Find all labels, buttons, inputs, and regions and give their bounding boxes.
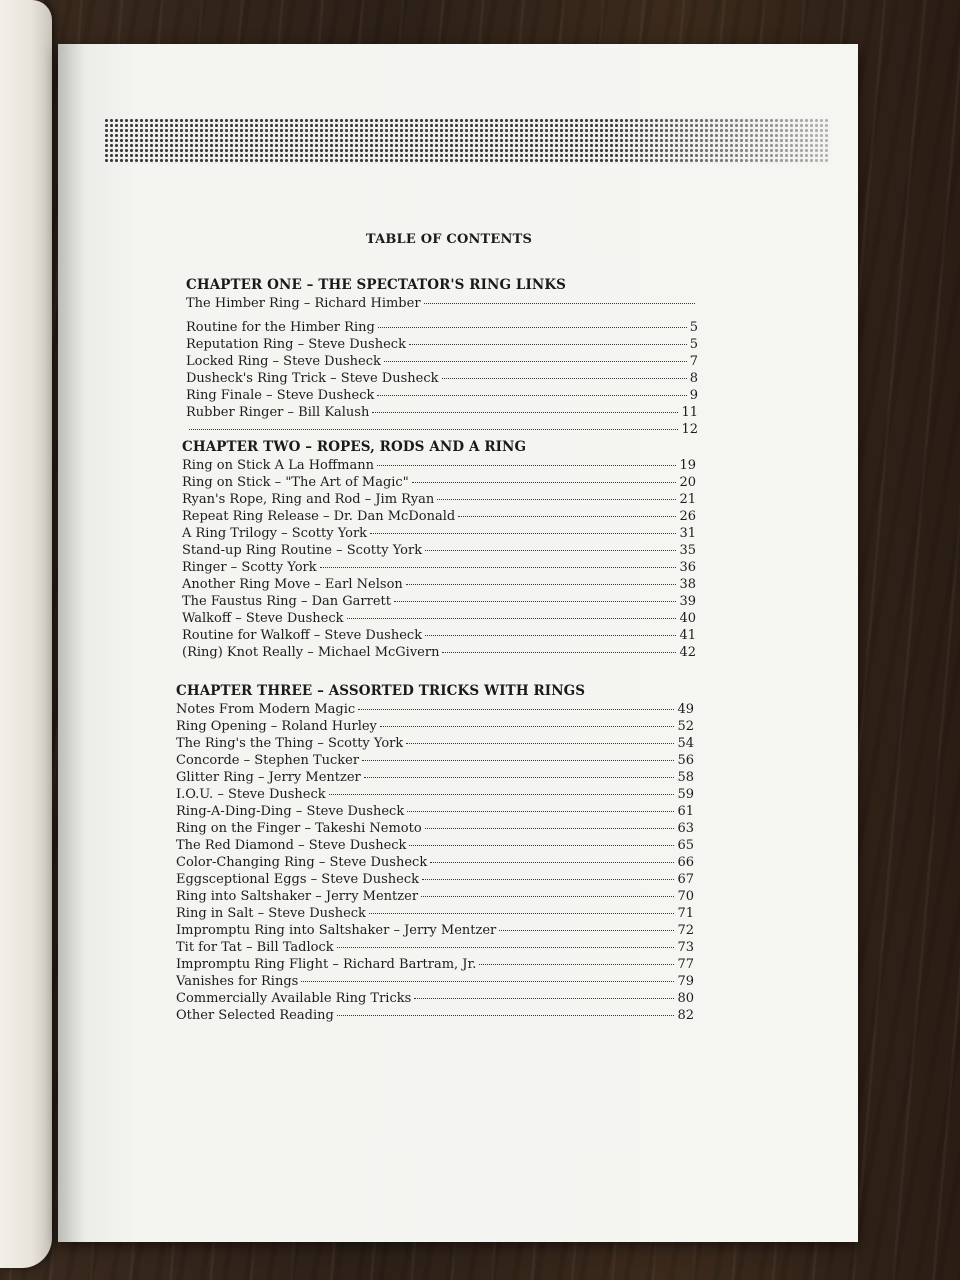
entry-page-number: 38 [679, 577, 696, 592]
entry-title: Stand-up Ring Routine – Scotty York [182, 543, 423, 558]
entry-page-number: 9 [689, 388, 698, 403]
dot-leader [458, 516, 676, 517]
dot-leader [424, 303, 695, 304]
entry-title: The Red Diamond – Steve Dusheck [176, 838, 407, 853]
entry-page-number: 8 [689, 371, 698, 386]
entry-title: Repeat Ring Release – Dr. Dan McDonald [182, 509, 456, 524]
entry-title: Rubber Ringer – Bill Kalush [186, 405, 370, 420]
entry-page-number: 80 [677, 991, 694, 1006]
dot-leader [499, 930, 674, 931]
dot-leader [372, 412, 678, 413]
dot-leader [422, 879, 674, 880]
dot-leader [364, 777, 675, 778]
dot-leader [362, 760, 674, 761]
entry-title: Notes From Modern Magic [176, 702, 356, 717]
toc-entry [182, 627, 696, 644]
entry-page-number: 49 [677, 702, 694, 717]
entry-title: Other Selected Reading [176, 1008, 334, 1023]
dot-leader [394, 601, 676, 602]
entry-title: Another Ring Move – Earl Nelson [182, 577, 403, 592]
entry-page-number: 58 [677, 770, 694, 785]
toc-entry [176, 871, 694, 888]
entry-page-number: 5 [689, 337, 698, 352]
dot-leader [430, 862, 674, 863]
entry-title: Eggsceptional Eggs – Steve Dusheck [176, 872, 419, 887]
entry-title: Concorde – Stephen Tucker [176, 753, 360, 768]
toc-entry [176, 905, 694, 922]
entry-page-number: 20 [679, 475, 696, 490]
entry-title: Reputation Ring – Steve Dusheck [186, 337, 406, 352]
dot-leader [479, 964, 674, 965]
toc-entry [182, 559, 696, 576]
entry-title: Ring on Stick A La Hoffmann [182, 458, 374, 473]
toc-entry [176, 888, 694, 905]
chapter-three-section [176, 681, 694, 1024]
entry-page-number: 39 [679, 594, 696, 609]
entry-title: Ring on the Finger – Takeshi Nemoto [176, 821, 422, 836]
dot-leader [380, 726, 675, 727]
entry-page-number: 67 [677, 872, 694, 887]
chapter-heading: CHAPTER TWO – ROPES, RODS AND A RING [182, 439, 527, 455]
toc-entry [176, 956, 694, 973]
entry-page-number: 73 [677, 940, 694, 955]
entry-page-number: 82 [677, 1008, 694, 1023]
entry-page-number: 70 [677, 889, 694, 904]
dot-leader [409, 344, 687, 345]
entry-page-number: 35 [679, 543, 696, 558]
dot-leader [406, 584, 677, 585]
dot-leader [421, 896, 674, 897]
chapter-two-section [182, 437, 696, 661]
toc-entry [176, 1007, 694, 1024]
entry-title: Routine for the Himber Ring [186, 320, 375, 335]
entry-page-number: 65 [677, 838, 694, 853]
toc-entry [186, 387, 698, 404]
toc-entry [176, 922, 694, 939]
dot-leader [347, 618, 677, 619]
entry-title: Routine for Walkoff – Steve Dusheck [182, 628, 423, 643]
toc-entry [176, 701, 694, 718]
entry-title: Tit for Tat – Bill Tadlock [176, 940, 334, 955]
entry-page-number: 19 [679, 458, 696, 473]
dot-leader [320, 567, 677, 568]
toc-entry [182, 508, 696, 525]
toc-entry [182, 491, 696, 508]
toc-entry [182, 610, 696, 627]
dot-leader [384, 361, 687, 362]
dot-leader [425, 635, 676, 636]
entry-page-number: 52 [677, 719, 694, 734]
book-page [58, 44, 858, 1242]
entry-page-number: 21 [679, 492, 696, 507]
entry-title: Ring Opening – Roland Hurley [176, 719, 377, 734]
entry-page-number: 40 [679, 611, 696, 626]
entry-title: (Ring) Knot Really – Michael McGivern [182, 645, 440, 660]
toc-entry [186, 404, 698, 421]
dot-leader [301, 981, 674, 982]
entry-title: The Himber Ring – Richard Himber [186, 296, 421, 311]
entry-title: Ring on Stick – "The Art of Magic" [182, 475, 409, 490]
toc-entry [176, 973, 694, 990]
entry-page-number: 63 [677, 821, 694, 836]
entry-title: Glitter Ring – Jerry Mentzer [176, 770, 361, 785]
entry-page-number: 11 [681, 405, 698, 420]
dot-leader [442, 652, 676, 653]
toc-entry [176, 718, 694, 735]
dot-leader [377, 395, 686, 396]
entry-title: Ring-A-Ding-Ding – Steve Dusheck [176, 804, 405, 819]
toc-entry [182, 576, 696, 593]
toc-entry [176, 820, 694, 837]
toc-entry [176, 803, 694, 820]
dot-leader [412, 482, 677, 483]
entry-title: Color-Changing Ring – Steve Dusheck [176, 855, 428, 870]
dot-leader [425, 550, 676, 551]
dot-leader [442, 378, 687, 379]
entry-title: I.O.U. – Steve Dusheck [176, 787, 326, 802]
dot-leader [414, 998, 674, 999]
dot-leader [337, 947, 675, 948]
entry-list [182, 457, 696, 661]
entry-title: Commercially Available Ring Tricks [176, 991, 412, 1006]
dot-leader [369, 913, 675, 914]
entry-page-number: 7 [689, 354, 698, 369]
entry-page-number: 72 [677, 923, 694, 938]
entry-title: Impromptu Ring into Saltshaker – Jerry Mentzer [176, 923, 497, 938]
entry-title: Ring into Saltshaker – Jerry Mentzer [176, 889, 419, 904]
dot-leader [437, 499, 676, 500]
toc-entry [182, 457, 696, 474]
toc-entry [186, 319, 698, 336]
dot-leader [337, 1015, 675, 1016]
entry-title: Locked Ring – Steve Dusheck [186, 354, 381, 369]
dot-leader [370, 533, 676, 534]
chapter-heading: CHAPTER THREE – ASSORTED TRICKS WITH RINGS [176, 683, 586, 699]
dot-leader [189, 429, 678, 430]
entry-page-number: 59 [677, 787, 694, 802]
entry-page-number: 42 [679, 645, 696, 660]
toc-entry [182, 644, 696, 661]
entry-title: Impromptu Ring Flight – Richard Bartram, Jr. [176, 957, 477, 972]
entry-title: Ring in Salt – Steve Dusheck [176, 906, 366, 921]
toc-entry [186, 421, 698, 438]
toc-entry [176, 752, 694, 769]
entry-page-number: 12 [681, 422, 698, 437]
entry-page-number: 61 [677, 804, 694, 819]
dot-leader [378, 327, 687, 328]
entry-title: Ring Finale – Steve Dusheck [186, 388, 375, 403]
entry-title: Walkoff – Steve Dusheck [182, 611, 344, 626]
entry-title: Vanishes for Rings [176, 974, 299, 989]
dot-leader [358, 709, 674, 710]
entry-page-number: 41 [679, 628, 696, 643]
toc-entry [176, 786, 694, 803]
toc-entry [182, 525, 696, 542]
toc-entry [176, 939, 694, 956]
checkered-header-bar [104, 118, 830, 164]
toc-entry [182, 593, 696, 610]
toc-entry [176, 837, 694, 854]
entry-title: Dusheck's Ring Trick – Steve Dusheck [186, 371, 439, 386]
entry-page-number: 71 [677, 906, 694, 921]
entry-page-number: 79 [677, 974, 694, 989]
dot-leader [407, 811, 674, 812]
entry-page-number: 31 [679, 526, 696, 541]
chapter-one-section [186, 275, 698, 438]
toc-title: TABLE OF CONTENTS [365, 232, 533, 247]
entry-title: The Ring's the Thing – Scotty York [176, 736, 404, 751]
toc-entry [186, 295, 698, 319]
entry-page-number: 26 [679, 509, 696, 524]
entry-title: Ryan's Rope, Ring and Rod – Jim Ryan [182, 492, 435, 507]
entry-title: The Faustus Ring – Dan Garrett [182, 594, 391, 609]
dot-leader [406, 743, 674, 744]
entry-page-number: 54 [677, 736, 694, 751]
toc-entry [182, 542, 696, 559]
entry-title: A Ring Trilogy – Scotty York [182, 526, 368, 541]
toc-entry [176, 769, 694, 786]
toc-entry [176, 735, 694, 752]
entry-list [176, 701, 694, 1024]
entry-page-number: 77 [677, 957, 694, 972]
toc-entry [186, 370, 698, 387]
entry-page-number: 36 [679, 560, 696, 575]
dot-leader [377, 465, 677, 466]
dot-leader [329, 794, 675, 795]
chapter-heading: CHAPTER ONE – THE SPECTATOR'S RING LINKS [186, 277, 567, 293]
toc-entry [182, 474, 696, 491]
toc-entry [176, 854, 694, 871]
entry-title: Ringer – Scotty York [182, 560, 317, 575]
dot-leader [409, 845, 674, 846]
facing-page-edge [0, 0, 52, 1268]
entry-page-number: 66 [677, 855, 694, 870]
toc-entry [176, 990, 694, 1007]
entry-page-number: 56 [677, 753, 694, 768]
entry-page-number: 5 [689, 320, 698, 335]
toc-entry [186, 336, 698, 353]
dot-leader [425, 828, 675, 829]
toc-entry [186, 353, 698, 370]
entry-list [186, 295, 698, 438]
